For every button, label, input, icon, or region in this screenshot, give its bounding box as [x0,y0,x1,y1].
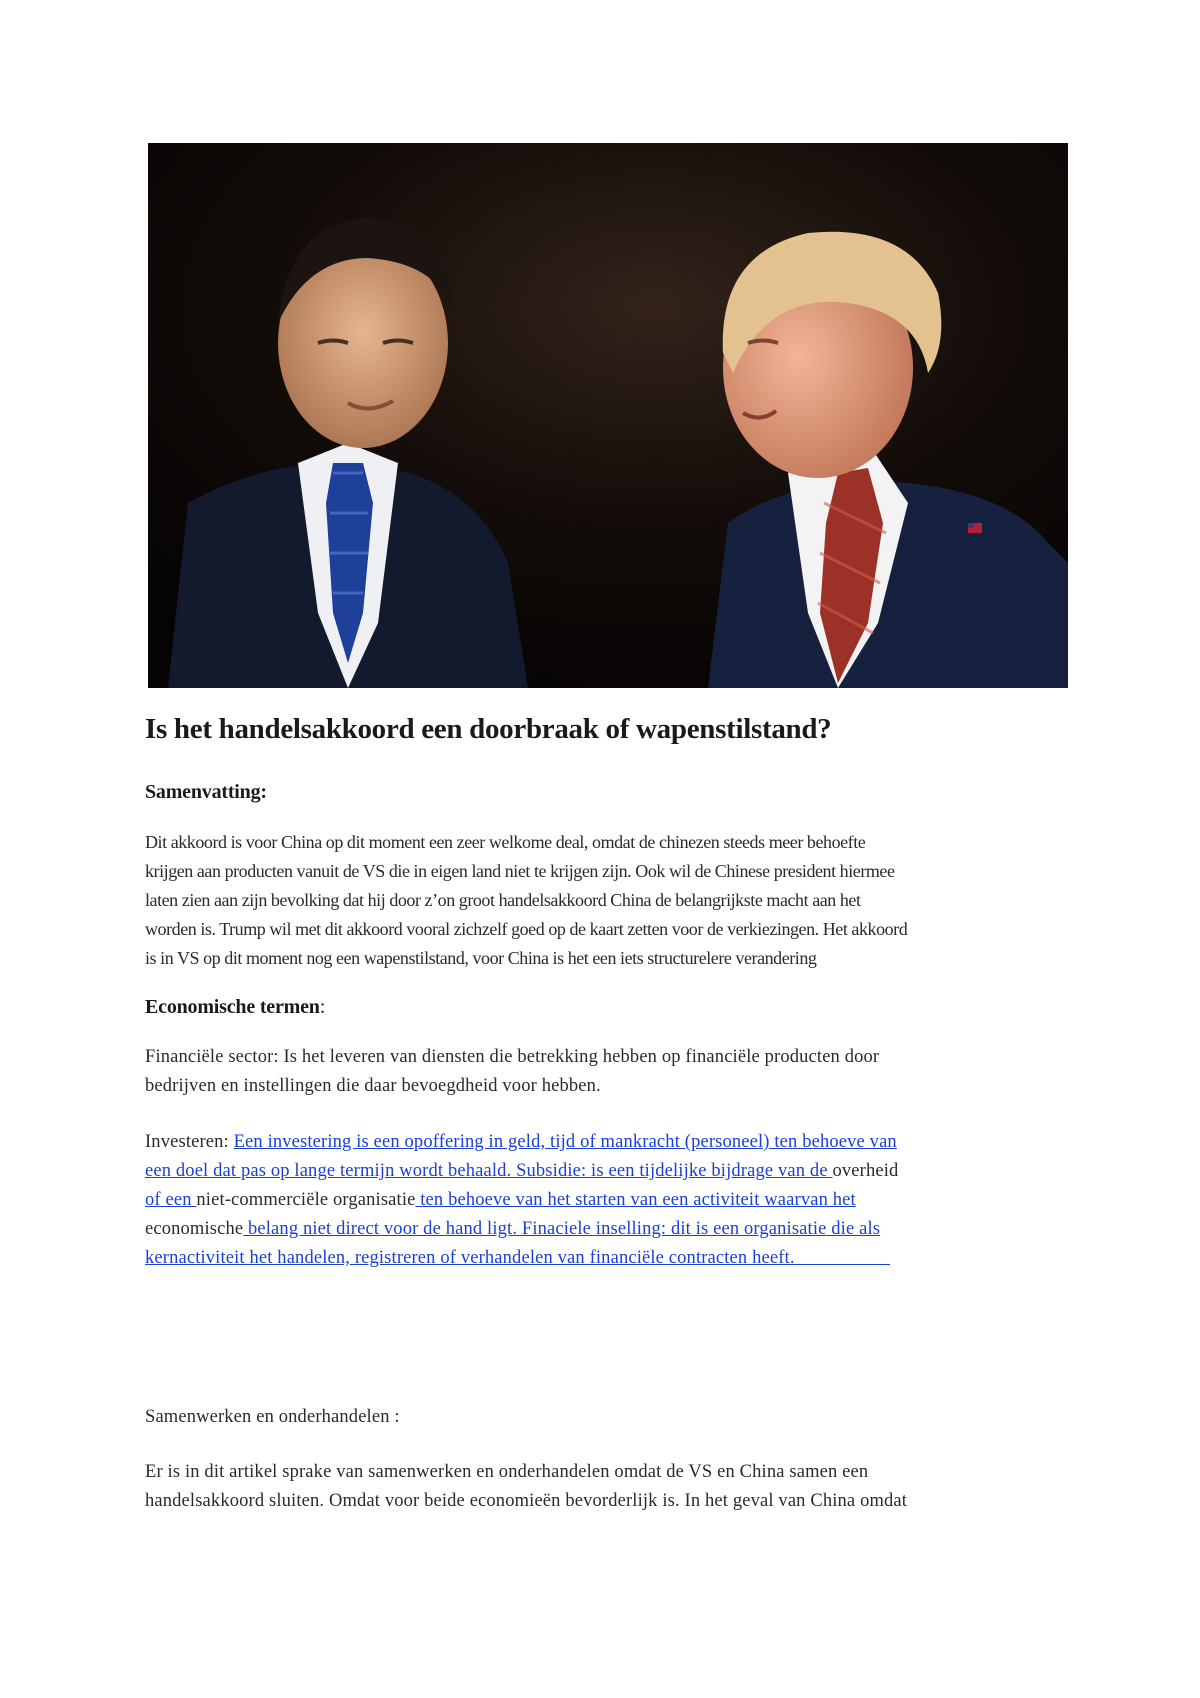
summary-line: worden is. Trump wil met dit akkoord vooral zichzelf goed op de kaart zetten voor de verkiezingen. Het akkoord [145,919,908,939]
invest-link[interactable]: of een [145,1190,197,1210]
invest-link[interactable]: kernactiviteit het handelen, registreren of verhandelen van financiële contracten heeft. [145,1248,795,1268]
summary-line: laten zien aan zijn bevolking dat hij door z’on groot handelsakkoord China de belangrijkste macht aan het [145,890,861,910]
photo-icon [148,143,1068,688]
invest-plain: overheid [832,1161,899,1181]
summary-line: krijgen aan producten vanuit de VS die in eigen land niet te krijgen zijn. Ook wil de Chinese president hiermee [145,861,895,881]
invest-line-5 [145,1244,1075,1273]
invest-paragraph [145,1128,1075,1273]
coop-line: handelsakkoord sluiten. Omdat voor beide economieën bevorderlijk is. In het geval van China omdat [145,1491,908,1511]
invest-label: Investeren: [145,1132,234,1152]
invest-link[interactable]: Een investering is een opoffering in geld, tijd of mankracht (personeel) ten behoeve van [233,1132,897,1152]
invest-plain: economische [145,1219,244,1239]
invest-line-4 [145,1215,1075,1244]
financial-sector-paragraph [145,1043,1075,1101]
financial-sector-line: bedrijven en instellingen die daar bevoegdheid voor hebben. [145,1076,601,1096]
invest-line-1 [145,1128,1075,1157]
invest-link[interactable]: belang niet direct voor de hand ligt. Finaciele inselling: dit is een organisatie die als [243,1219,881,1239]
summary-heading: Samenvatting: [145,781,267,803]
invest-line-2 [145,1157,1075,1186]
coop-line: Er is in dit artikel sprake van samenwerken en onderhandelen omdat de VS en China samen een [145,1462,869,1482]
summary-line: is in VS op dit moment nog een wapenstilstand, voor China is het een iets structurelere verandering [145,948,817,968]
summary-line: Dit akkoord is voor China op dit moment een zeer welkome deal, omdat de chinezen steeds meer behoefte [145,832,866,852]
invest-link-trailing[interactable] [795,1248,891,1268]
financial-sector-line: Financiële sector: Is het leveren van diensten die betrekking hebben op financiële producten door [145,1047,880,1067]
summary-paragraph [145,828,1075,973]
invest-link[interactable]: ten behoeve van het starten van een activiteit waarvan het [415,1190,856,1210]
invest-line-3 [145,1186,1075,1215]
coop-heading: Samenwerken en onderhandelen : [145,1407,400,1427]
page-title: Is het handelsakkoord een doorbraak of wapenstilstand? [145,713,832,745]
terms-heading [145,996,325,1019]
coop-paragraph [145,1458,1075,1516]
terms-heading-suffix: : [319,996,326,1018]
invest-link[interactable]: een doel dat pas op lange termijn wordt behaald. Subsidie: is een tijdelijke bijdrage van de [145,1161,833,1181]
article-photo [148,143,1068,688]
invest-plain: niet-commerciële organisatie [196,1190,416,1210]
terms-heading-text: Economische termen [145,996,320,1018]
